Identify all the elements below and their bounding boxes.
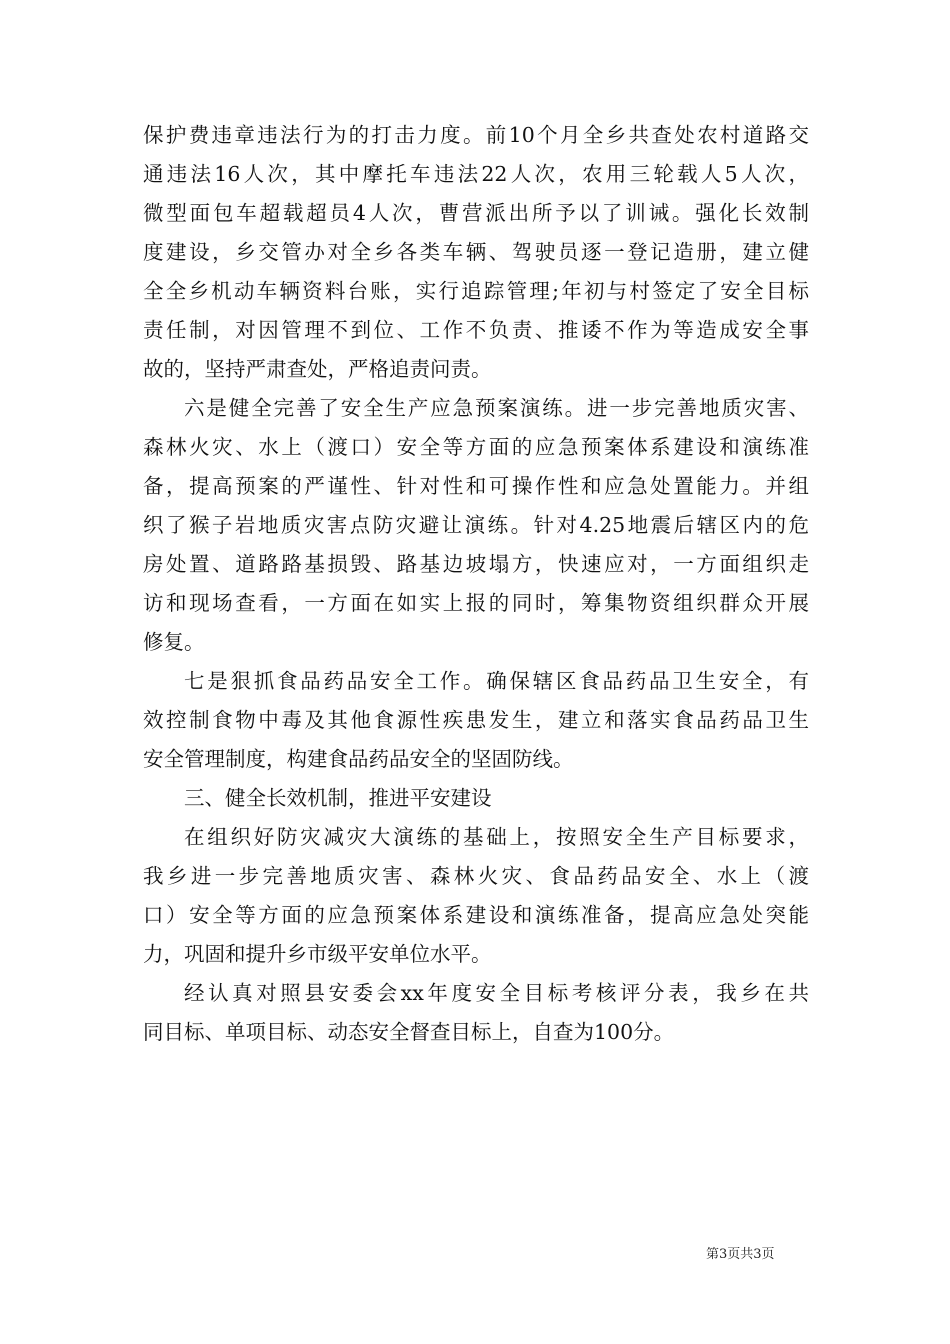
section-heading: 三、健全长效机制，推进平安建设 [184, 786, 492, 810]
text-line: 责任制，对因管理不到位、工作不负责、推诿不作为等造成安全事 [143, 318, 809, 342]
text-line: 全全乡机动车辆资料台账，实行追踪管理;年初与村签定了安全目标 [143, 279, 809, 303]
page-number: 第3页共3页 [706, 1247, 775, 1262]
text-line: 故的，坚持严肃查处，严格追责问责。 [143, 357, 492, 381]
document-body [143, 116, 809, 1052]
text-line: 七是狠抓食品药品安全工作。确保辖区食品药品卫生安全，有 [184, 669, 809, 693]
text-line: 在组织好防灾减灾大演练的基础上，按照安全生产目标要求， [184, 825, 809, 849]
text-line: 通违法16人次，其中摩托车违法22人次，农用三轮载人5人次， [143, 162, 809, 186]
text-line: 安全管理制度，构建食品药品安全的坚固防线。 [143, 747, 574, 771]
text-line: 房处置、道路路基损毁、路基边坡塌方，快速应对，一方面组织走 [143, 552, 809, 576]
text-line: 力，巩固和提升乡市级平安单位水平。 [143, 942, 492, 966]
text-line: 织了猴子岩地质灾害点防灾避让演练。针对4.25地震后辖区内的危 [143, 513, 809, 537]
text-line: 口）安全等方面的应急预案体系建设和演练准备，提高应急处突能 [143, 903, 809, 927]
text-line: 六是健全完善了安全生产应急预案演练。进一步完善地质灾害、 [184, 396, 809, 420]
text-line: 森林火灾、水上（渡口）安全等方面的应急预案体系建设和演练准 [143, 435, 809, 459]
text-line: 保护费违章违法行为的打击力度。前10个月全乡共查处农村道路交 [143, 123, 809, 147]
text-line: 度建设，乡交管办对全乡各类车辆、驾驶员逐一登记造册，建立健 [143, 240, 809, 264]
text-line: 同目标、单项目标、动态安全督查目标上，自查为100分。 [143, 1020, 675, 1044]
text-line: 效控制食物中毒及其他食源性疾患发生，建立和落实食品药品卫生 [143, 708, 809, 732]
text-line: 微型面包车超载超员4人次，曹营派出所予以了训诫。强化长效制 [143, 201, 809, 225]
text-line: 经认真对照县安委会xx年度安全目标考核评分表，我乡在共 [184, 981, 809, 1005]
text-line: 访和现场查看，一方面在如实上报的同时，筹集物资组织群众开展 [143, 591, 809, 615]
text-line: 我乡进一步完善地质灾害、森林火灾、食品药品安全、水上（渡 [143, 864, 809, 888]
text-line: 修复。 [143, 630, 205, 654]
text-line: 备，提高预案的严谨性、针对性和可操作性和应急处置能力。并组 [143, 474, 809, 498]
